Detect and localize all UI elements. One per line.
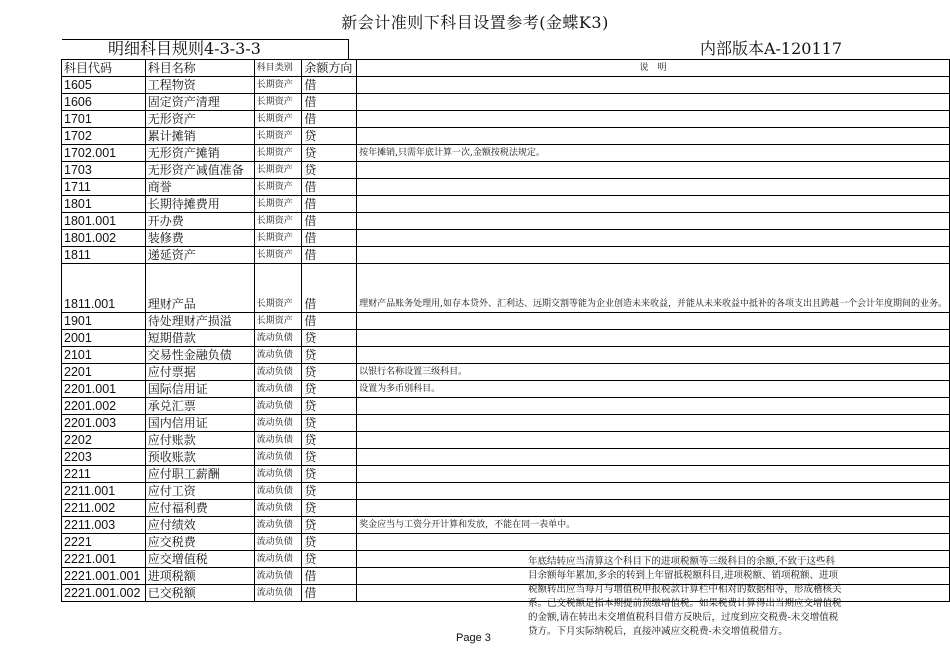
cell-direction: 借 bbox=[302, 213, 357, 230]
cell-name: 固定资产清理 bbox=[145, 94, 254, 111]
table-row bbox=[62, 517, 950, 534]
table-row bbox=[62, 77, 950, 94]
cell-direction: 贷 bbox=[302, 162, 357, 179]
cell-code: 2201.003 bbox=[62, 415, 146, 432]
cell-category: 长期资产 bbox=[254, 162, 302, 179]
cell-note bbox=[357, 179, 950, 196]
page-number: Page 3 bbox=[456, 632, 491, 644]
cell-code: 2101 bbox=[62, 347, 146, 364]
cell-note: 奖金应当与工资分开计算和发放，不能在同一表单中。 bbox=[357, 517, 950, 534]
cell-direction: 贷 bbox=[302, 128, 357, 145]
table-row bbox=[62, 381, 950, 398]
cell-category: 流动负债 bbox=[254, 432, 302, 449]
cell-direction: 借 bbox=[302, 77, 357, 94]
cell-name: 长期待摊费用 bbox=[145, 196, 254, 213]
table-row bbox=[62, 449, 950, 466]
cell-name: 无形资产摊销 bbox=[145, 145, 254, 162]
table-row bbox=[62, 111, 950, 128]
cell-direction: 借 bbox=[302, 313, 357, 330]
cell-direction: 贷 bbox=[302, 415, 357, 432]
cell-direction: 贷 bbox=[302, 449, 357, 466]
cell-code: 2211 bbox=[62, 466, 146, 483]
cell-name: 应付职工薪酬 bbox=[145, 466, 254, 483]
cell-name: 进项税额 bbox=[145, 568, 254, 585]
cell-code: 2001 bbox=[62, 330, 146, 347]
cell-name: 应付票据 bbox=[145, 364, 254, 381]
cell-direction: 借 bbox=[302, 247, 357, 264]
cell-code: 2203 bbox=[62, 449, 146, 466]
table-row bbox=[62, 145, 950, 162]
vat-long-note: 年底结转应当清算这个科目下的进项税额等三级科目的余额,不致于这些科目余额每年累加,多余的转到上年留抵税额科目,进项税额、销项税额、进项税额转出应当每月与增值税申报税款计算栏中相对的数据相等，形成稽核关系。已交税额是指本期提前预缴增值税。如果税费计算得出当期应交增值税的金额,请在转出未交增值税科目借方反映后，过度到应交税费-未交增值税贷方。下月实际纳税后，直接冲减应交税费-未交增值税借方。 bbox=[528, 556, 842, 637]
cell-name: 国内信用证 bbox=[145, 415, 254, 432]
cell-note bbox=[357, 111, 950, 128]
cell-note bbox=[357, 77, 950, 94]
cell-note bbox=[357, 128, 950, 145]
cell-code: 2221.001 bbox=[62, 551, 146, 568]
cell-category: 长期资产 bbox=[254, 77, 302, 94]
cell-category: 流动负债 bbox=[254, 364, 302, 381]
header-code: 科目代码 bbox=[62, 60, 146, 77]
cell-name: 工程物资 bbox=[145, 77, 254, 94]
table-row bbox=[62, 483, 950, 500]
cell-direction: 借 bbox=[302, 230, 357, 247]
cell-code: 2221 bbox=[62, 534, 146, 551]
cell-name: 商誉 bbox=[145, 179, 254, 196]
header-category: 科目类别 bbox=[254, 60, 302, 77]
cell-category: 流动负债 bbox=[254, 449, 302, 466]
cell-note: 设置为多币别科目。 bbox=[357, 381, 950, 398]
table-row bbox=[62, 534, 950, 551]
cell-category: 流动负债 bbox=[254, 585, 302, 602]
cell-code: 1703 bbox=[62, 162, 146, 179]
cell-name: 承兑汇票 bbox=[145, 398, 254, 415]
cell-category: 长期资产 bbox=[254, 230, 302, 247]
cell-name: 待处理财产损溢 bbox=[145, 313, 254, 330]
cell-note bbox=[357, 313, 950, 330]
cell-code: 2201 bbox=[62, 364, 146, 381]
cell-direction: 贷 bbox=[302, 145, 357, 162]
cell-name: 应付工资 bbox=[145, 483, 254, 500]
cell-code: 1801.001 bbox=[62, 213, 146, 230]
table-row bbox=[62, 230, 950, 247]
cell-code: 1605 bbox=[62, 77, 146, 94]
cell-direction: 贷 bbox=[302, 517, 357, 534]
table-row bbox=[62, 364, 950, 381]
cell-direction: 借 bbox=[302, 94, 357, 111]
cell-direction: 贷 bbox=[302, 466, 357, 483]
cell-name: 预收账款 bbox=[145, 449, 254, 466]
cell-code: 1811 bbox=[62, 247, 146, 264]
table-row bbox=[62, 94, 950, 111]
cell-direction: 贷 bbox=[302, 500, 357, 517]
cell-category: 长期资产 bbox=[254, 145, 302, 162]
cell-name: 应付账款 bbox=[145, 432, 254, 449]
cell-category: 流动负债 bbox=[254, 534, 302, 551]
header-rule-line bbox=[62, 39, 348, 40]
cell-code: 1702.001 bbox=[62, 145, 146, 162]
cell-note bbox=[357, 415, 950, 432]
cell-category: 流动负债 bbox=[254, 466, 302, 483]
cell-category: 长期资产 bbox=[254, 111, 302, 128]
cell-note bbox=[357, 330, 950, 347]
cell-direction: 借 bbox=[302, 196, 357, 213]
cell-code: 1711 bbox=[62, 179, 146, 196]
cell-note bbox=[357, 162, 950, 179]
cell-note bbox=[357, 534, 950, 551]
cell-code: 1811.001 bbox=[62, 264, 146, 313]
cell-code: 1701 bbox=[62, 111, 146, 128]
account-rule-label: 明细科目规则4-3-3-3 bbox=[108, 39, 261, 58]
cell-category: 长期资产 bbox=[254, 313, 302, 330]
cell-note bbox=[357, 196, 950, 213]
cell-category: 长期资产 bbox=[254, 94, 302, 111]
cell-name: 交易性金融负债 bbox=[145, 347, 254, 364]
cell-direction: 贷 bbox=[302, 381, 357, 398]
cell-name: 应交税费 bbox=[145, 534, 254, 551]
cell-code: 2211.003 bbox=[62, 517, 146, 534]
cell-code: 2201.001 bbox=[62, 381, 146, 398]
table-row bbox=[62, 247, 950, 264]
table-row bbox=[62, 466, 950, 483]
cell-note bbox=[357, 347, 950, 364]
cell-name: 累计摊销 bbox=[145, 128, 254, 145]
cell-category: 长期资产 bbox=[254, 247, 302, 264]
cell-code: 1801.002 bbox=[62, 230, 146, 247]
cell-category: 流动负债 bbox=[254, 347, 302, 364]
cell-direction: 贷 bbox=[302, 432, 357, 449]
cell-code: 1901 bbox=[62, 313, 146, 330]
cell-direction: 贷 bbox=[302, 534, 357, 551]
table-row bbox=[62, 162, 950, 179]
cell-note bbox=[357, 213, 950, 230]
cell-note bbox=[357, 230, 950, 247]
cell-name: 短期借款 bbox=[145, 330, 254, 347]
table-row bbox=[62, 264, 950, 313]
table-row bbox=[62, 330, 950, 347]
cell-code: 1606 bbox=[62, 94, 146, 111]
table-row bbox=[62, 196, 950, 213]
cell-name: 已交税额 bbox=[145, 585, 254, 602]
cell-note bbox=[357, 398, 950, 415]
cell-category: 流动负债 bbox=[254, 551, 302, 568]
table-row bbox=[62, 415, 950, 432]
cell-code: 2201.002 bbox=[62, 398, 146, 415]
cell-name: 理财产品 bbox=[145, 264, 254, 313]
cell-code: 2202 bbox=[62, 432, 146, 449]
cell-name: 应交增值税 bbox=[145, 551, 254, 568]
table-row bbox=[62, 128, 950, 145]
cell-code: 1801 bbox=[62, 196, 146, 213]
cell-direction: 借 bbox=[302, 585, 357, 602]
document-title: 新会计准则下科目设置参考(金蝶K3) bbox=[341, 13, 609, 32]
table-row bbox=[62, 500, 950, 517]
cell-category: 长期资产 bbox=[254, 128, 302, 145]
cell-name: 装修费 bbox=[145, 230, 254, 247]
cell-category: 流动负债 bbox=[254, 483, 302, 500]
cell-category: 流动负债 bbox=[254, 415, 302, 432]
cell-note: 理财产品账务处理用,如存本贷外、汇利达、远期交割等能为企业创造未来收益，并能从未来收益中抵补的各项支出且跨越一个会计年度期间的业务。 bbox=[357, 264, 950, 313]
table-header-row bbox=[62, 60, 950, 77]
cell-name: 开办费 bbox=[145, 213, 254, 230]
cell-note bbox=[357, 247, 950, 264]
cell-code: 1702 bbox=[62, 128, 146, 145]
table-row bbox=[62, 213, 950, 230]
cell-code: 2221.001.002 bbox=[62, 585, 146, 602]
table-row bbox=[62, 398, 950, 415]
cell-direction: 贷 bbox=[302, 551, 357, 568]
cell-direction: 贷 bbox=[302, 347, 357, 364]
header-name: 科目名称 bbox=[145, 60, 254, 77]
version-label: 内部版本A-120117 bbox=[699, 39, 842, 58]
header-divider bbox=[348, 39, 349, 59]
cell-category: 流动负债 bbox=[254, 330, 302, 347]
cell-code: 2221.001.001 bbox=[62, 568, 146, 585]
cell-note bbox=[357, 466, 950, 483]
cell-category: 流动负债 bbox=[254, 500, 302, 517]
cell-direction: 贷 bbox=[302, 398, 357, 415]
cell-direction: 贷 bbox=[302, 330, 357, 347]
cell-note bbox=[357, 432, 950, 449]
cell-category: 流动负债 bbox=[254, 381, 302, 398]
table-row bbox=[62, 432, 950, 449]
cell-code: 2211.002 bbox=[62, 500, 146, 517]
cell-direction: 贷 bbox=[302, 483, 357, 500]
cell-category: 流动负债 bbox=[254, 517, 302, 534]
cell-category: 长期资产 bbox=[254, 196, 302, 213]
cell-note: 以银行名称设置三级科目。 bbox=[357, 364, 950, 381]
cell-category: 流动负债 bbox=[254, 398, 302, 415]
cell-category: 长期资产 bbox=[254, 213, 302, 230]
cell-name: 国际信用证 bbox=[145, 381, 254, 398]
cell-category: 流动负债 bbox=[254, 568, 302, 585]
cell-name: 无形资产减值准备 bbox=[145, 162, 254, 179]
cell-direction: 借 bbox=[302, 179, 357, 196]
cell-note bbox=[357, 94, 950, 111]
cell-note: 按年摊销,只需年底计算一次,金额按税法规定。 bbox=[357, 145, 950, 162]
table-row bbox=[62, 347, 950, 364]
cell-direction: 借 bbox=[302, 111, 357, 128]
cell-direction: 借 bbox=[302, 568, 357, 585]
cell-direction: 贷 bbox=[302, 364, 357, 381]
table-row bbox=[62, 179, 950, 196]
account-table bbox=[61, 59, 950, 602]
table-row bbox=[62, 313, 950, 330]
cell-note bbox=[357, 449, 950, 466]
cell-direction: 借 bbox=[302, 264, 357, 313]
cell-category: 长期资产 bbox=[254, 179, 302, 196]
cell-name: 递延资产 bbox=[145, 247, 254, 264]
cell-name: 应付福利费 bbox=[145, 500, 254, 517]
cell-code: 2211.001 bbox=[62, 483, 146, 500]
cell-category: 长期资产 bbox=[254, 264, 302, 313]
cell-name: 应付绩效 bbox=[145, 517, 254, 534]
cell-note bbox=[357, 500, 950, 517]
cell-note bbox=[357, 483, 950, 500]
header-note: 说 明 bbox=[357, 60, 950, 77]
header-direction: 余额方向 bbox=[302, 60, 357, 77]
cell-name: 无形资产 bbox=[145, 111, 254, 128]
